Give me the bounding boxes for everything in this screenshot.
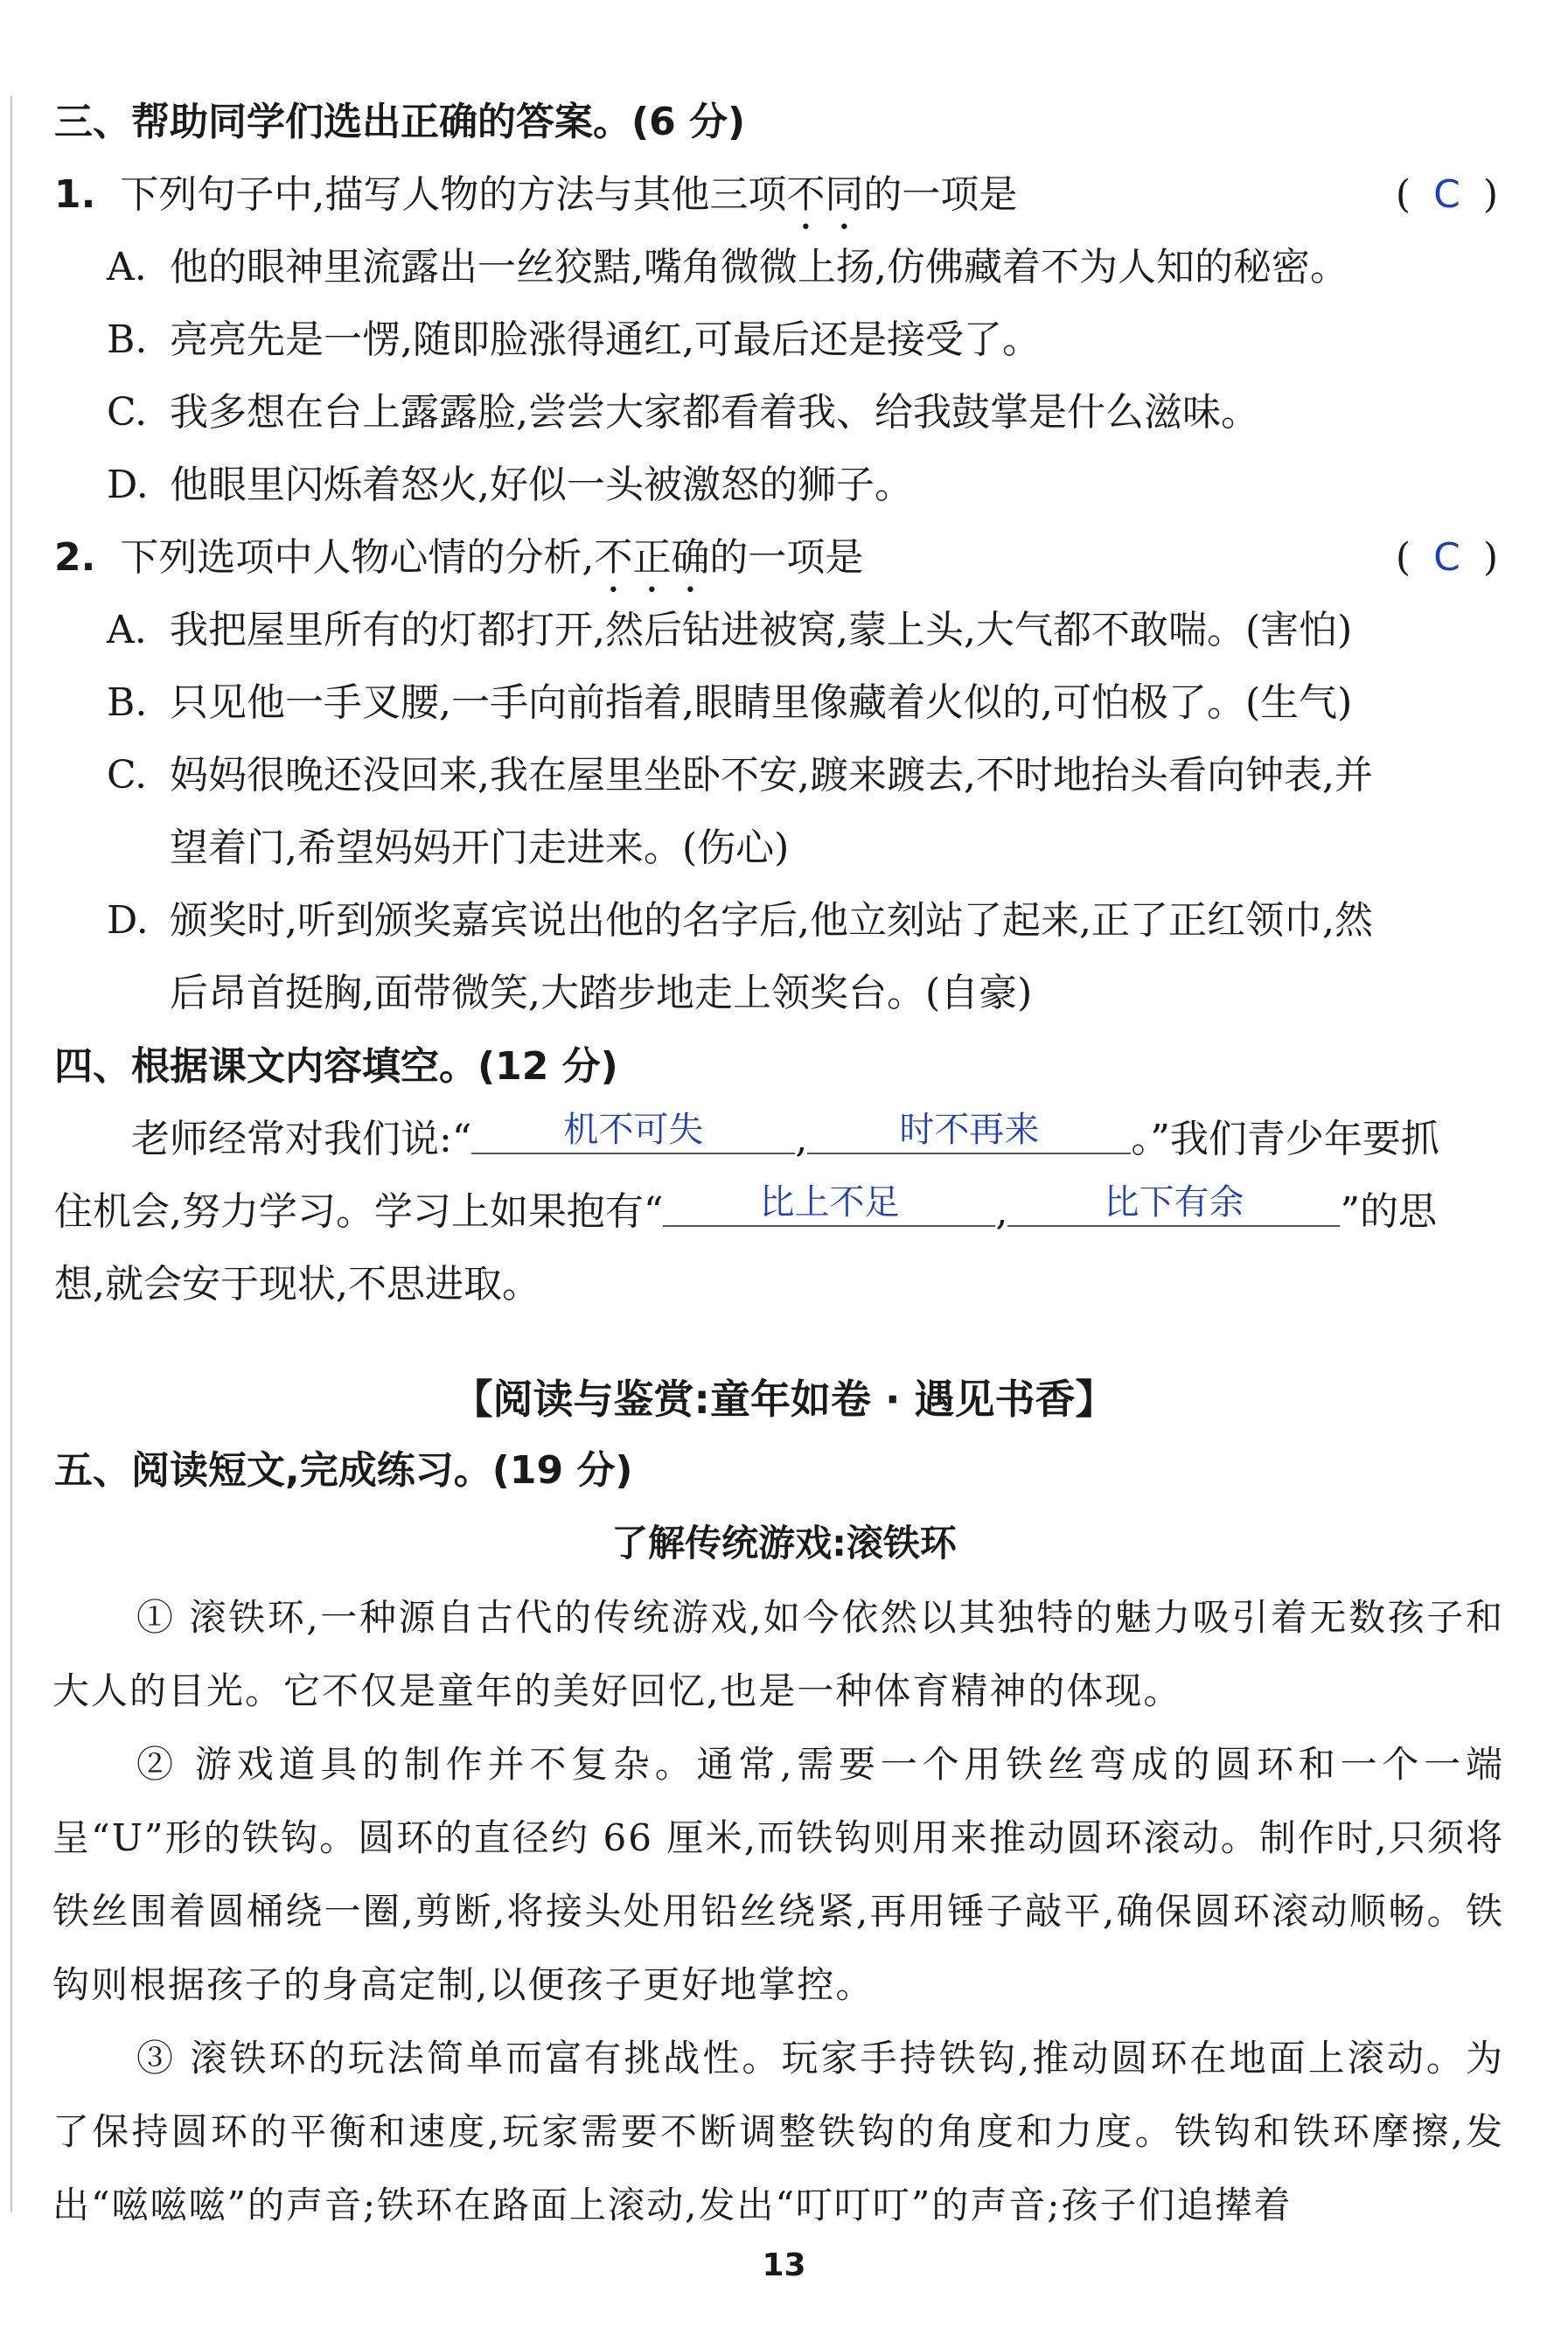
option-b: [107, 677, 1352, 729]
question-number: 1.: [54, 172, 96, 217]
article-paragraph-2: ② 游戏道具的制作并不复杂。通常,需要一个用铁丝弯成的圆环和一个一端呈“U”形的铁钩。圆环的直径约 66 厘米,而铁钩则用来推动圆环滚动。制作时,只须将铁丝围着圆桶绕一圈,剪断,将接头处用铅丝绕紧,再用锤子敲平,确保圆环滚动顺畅。铁钩则根据孩子的身高定制,以便孩子更好地掌控。: [52, 1743, 1504, 2006]
fill-blank-line-3: 想,就会安于现状,不思进取。: [54, 1262, 540, 1306]
question-2-answer: ( C ): [1395, 535, 1498, 580]
article-paragraph-1: ① 滚铁环,一种源自古代的传统游戏,如今依然以其独特的魅力吸引着无数孩子和大人的目光。它不仅是童年的美好回忆,也是一种体育精神的体现。: [52, 1596, 1504, 1712]
option-text: 他眼里闪烁着怒火,好似一头被激怒的狮子。: [170, 463, 913, 507]
option-text: 亮亮先是一愣,随即脸涨得通红,可最后还是接受了。: [170, 317, 1041, 362]
option-text: 只见他一手叉腰,一手向前指着,眼睛里像藏着火似的,可怕极了。(生气): [170, 680, 1353, 725]
option-a: [107, 604, 1352, 657]
answer-blank: 比下有余: [1007, 1180, 1340, 1227]
option-label: A.: [107, 245, 147, 289]
emphasized-text: 不同: [786, 172, 864, 217]
fill-text: 老师经常对我们说:“: [131, 1117, 472, 1161]
left-margin-line: [10, 96, 12, 2212]
answer-blank: 比上不足: [663, 1180, 995, 1227]
section-5-heading: 五、阅读短文,完成练习。(19 分): [54, 1448, 633, 1493]
option-text: 我多想在台上露露脸,尝尝大家都看着我、给我鼓掌是什么滋味。: [170, 390, 1259, 435]
article-paragraph-3: ③ 滚铁环的玩法简单而富有挑战性。玩家手持铁钩,推动圆环在地面上滚动。为了保持圆环的平衡和速度,玩家需要不断调整铁钩的角度和力度。铁钩和铁环摩擦,发出“嗞嗞嗞”的声音;铁环在路面上滚动,发出“叮叮叮”的声音;孩子们追撵着: [52, 2037, 1504, 2226]
option-label: D.: [107, 898, 149, 943]
option-d: [107, 459, 913, 512]
option-label: A.: [107, 608, 147, 652]
fill-text: ”的思: [1340, 1189, 1437, 1234]
question-number: 2.: [54, 535, 96, 580]
reading-section-banner: 【阅读与鉴赏:童年如卷 · 遇见书香】: [452, 1376, 1116, 1423]
answer-letter: C: [1433, 535, 1460, 580]
option-c: [107, 749, 1373, 802]
fill-blank-line-2: [54, 1182, 1437, 1238]
emphasized-text: 不正确: [594, 535, 710, 580]
option-label: C.: [107, 390, 148, 435]
option-text: 颁奖时,听到颁奖嘉宾说出他的名字后,他立刻站了起来,正了正红领巾,然: [170, 898, 1373, 943]
fill-blank-line-1: [131, 1110, 1439, 1166]
fill-text: 。”我们青少年要抓: [1131, 1117, 1439, 1161]
fill-text: 住机会,努力学习。学习上如果抱有“: [54, 1189, 664, 1234]
section-3-heading: 三、帮助同学们选出正确的答案。(6 分): [54, 100, 746, 144]
question-1-answer: ( C ): [1395, 172, 1498, 217]
question-stem-text: 下列选项中人物心情的分析,: [120, 535, 595, 580]
option-text: 妈妈很晚还没回来,我在屋里坐卧不安,踱来踱去,不时地抬头看向钟表,并: [170, 753, 1373, 798]
question-stem-text: 的一项是: [863, 172, 1018, 217]
option-label: B.: [107, 680, 148, 725]
option-c-continuation: 望着门,希望妈妈开门走进来。(伤心): [170, 826, 790, 870]
answer-blank: 机不可失: [471, 1107, 795, 1154]
page-number: 13: [762, 2247, 806, 2283]
option-c: [107, 387, 1259, 439]
option-label: C.: [107, 753, 148, 798]
option-label: D.: [107, 463, 149, 507]
option-a: [107, 241, 1348, 294]
option-d-continuation: 后昂首挺胸,面带微笑,大踏步地走上领奖台。(自豪): [170, 971, 1033, 1015]
option-d: [107, 895, 1373, 947]
section-4-heading: 四、根据课文内容填空。(12 分): [54, 1044, 618, 1089]
article-title: 了解传统游戏:滚铁环: [611, 1522, 957, 1564]
question-1-stem: [54, 169, 1017, 239]
option-label: B.: [107, 317, 148, 362]
question-stem-text: 的一项是: [709, 535, 864, 580]
fill-text: ,: [795, 1117, 808, 1161]
fill-text: ,: [995, 1189, 1008, 1234]
answer-letter: C: [1433, 172, 1460, 217]
answer-blank: 时不再来: [807, 1107, 1131, 1154]
option-text: 他的眼神里流露出一丝狡黠,嘴角微微上扬,仿佛藏着不为人知的秘密。: [170, 245, 1348, 289]
option-b: [107, 314, 1041, 366]
question-stem-text: 下列句子中,描写人物的方法与其他三项: [120, 172, 787, 217]
option-text: 我把屋里所有的灯都打开,然后钻进被窝,蒙上头,大气都不敢喘。(害怕): [170, 608, 1353, 652]
question-2-stem: [54, 532, 863, 602]
